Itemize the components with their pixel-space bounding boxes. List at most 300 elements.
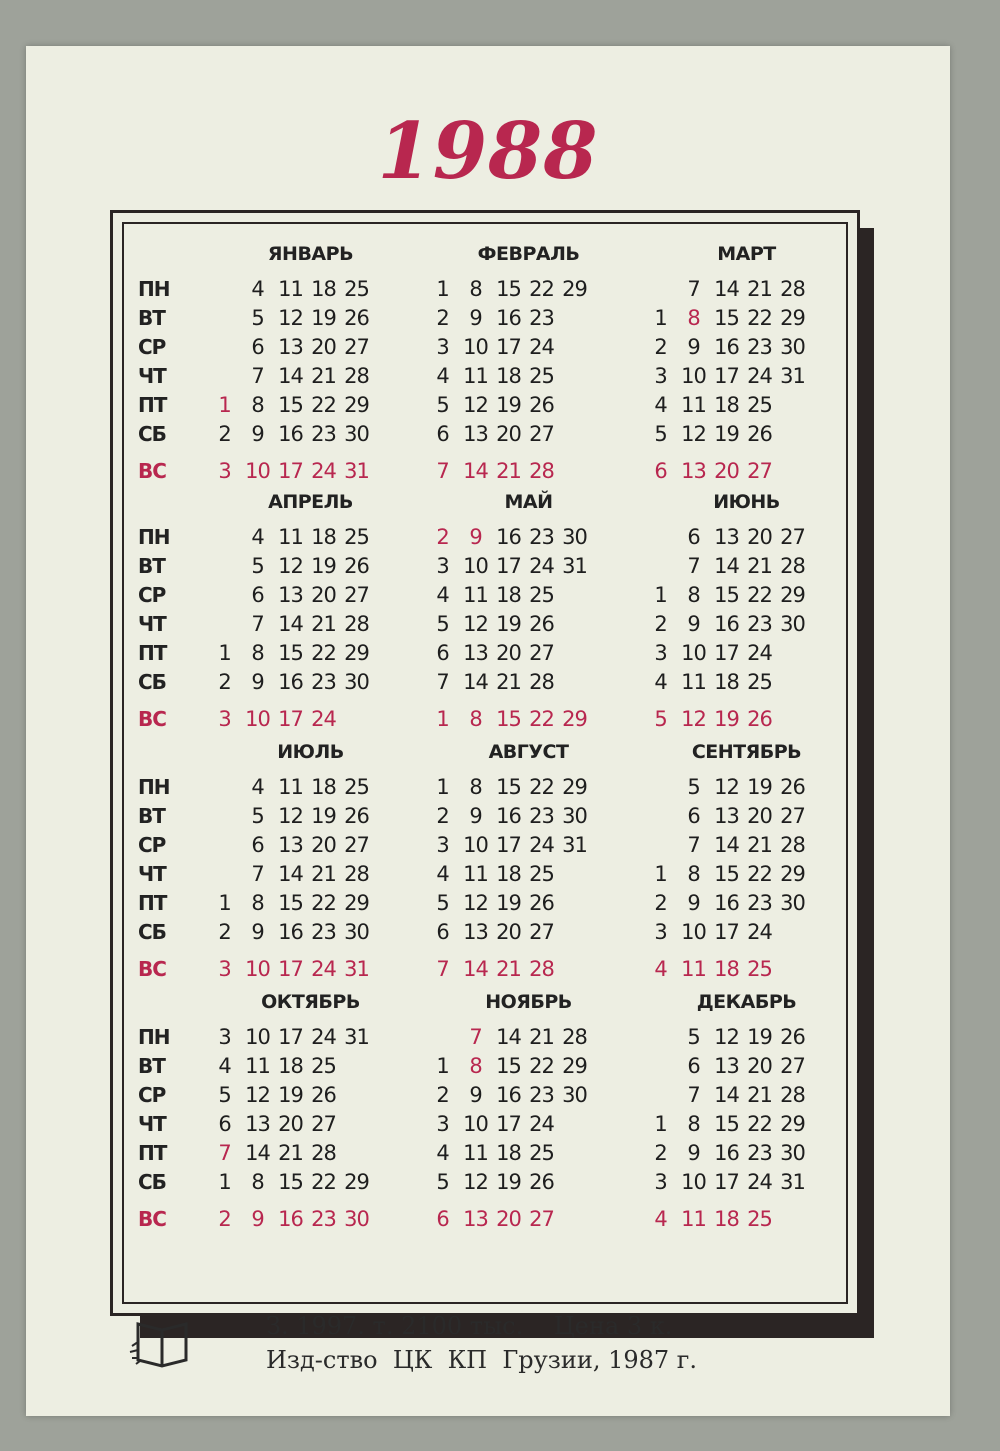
day-cell: 29 xyxy=(780,1112,805,1136)
day-cell xyxy=(776,391,809,420)
day-cell: 23 xyxy=(747,1141,772,1165)
day-cell: 27 xyxy=(780,1054,805,1078)
day-cell: 15 xyxy=(714,862,739,886)
month-4 xyxy=(208,486,413,734)
month-12 xyxy=(644,986,849,1234)
week-row xyxy=(208,1081,413,1110)
day-cell: 28 xyxy=(529,459,554,483)
day-cell: 9 xyxy=(687,335,700,359)
day-cell: 15 xyxy=(714,1112,739,1136)
day-cell: 7 xyxy=(469,1025,482,1049)
day-cell: 26 xyxy=(780,775,805,799)
day-cell: 1 xyxy=(654,862,667,886)
day-cell: 4 xyxy=(436,583,449,607)
day-cell: 24 xyxy=(311,957,336,981)
day-cell: 9 xyxy=(469,525,482,549)
day-cell: 2 xyxy=(218,920,231,944)
day-cell: 5 xyxy=(251,306,264,330)
day-cell: 30 xyxy=(562,1083,587,1107)
weekday-label: СБ xyxy=(138,920,166,944)
day-cell: 6 xyxy=(687,804,700,828)
week-row xyxy=(644,1168,849,1197)
day-cell: 11 xyxy=(245,1054,270,1078)
weekday-label: ВТ xyxy=(138,1054,165,1078)
day-cell: 29 xyxy=(344,393,369,417)
day-cell: 27 xyxy=(747,459,772,483)
day-cell: 8 xyxy=(469,277,482,301)
day-cell xyxy=(340,1110,373,1139)
day-cell: 18 xyxy=(311,525,336,549)
day-cell: 12 xyxy=(463,393,488,417)
day-cell: 23 xyxy=(311,920,336,944)
day-cell: 15 xyxy=(496,1054,521,1078)
week-row xyxy=(208,955,413,984)
weekday-label: ВТ xyxy=(138,804,165,828)
day-cell: 31 xyxy=(344,1025,369,1049)
week-row xyxy=(426,1168,631,1197)
day-cell: 12 xyxy=(463,1170,488,1194)
day-cell: 30 xyxy=(780,891,805,915)
weekday-label: СР xyxy=(138,583,166,607)
day-cell: 14 xyxy=(714,1083,739,1107)
week-row xyxy=(644,860,849,889)
weekday-label: ВС xyxy=(138,1207,166,1231)
week-row xyxy=(644,1139,849,1168)
day-cell: 13 xyxy=(714,525,739,549)
day-cell: 3 xyxy=(654,641,667,665)
day-cell: 13 xyxy=(463,641,488,665)
day-cell: 11 xyxy=(463,862,488,886)
weekday-label: СБ xyxy=(138,422,166,446)
day-cell: 9 xyxy=(687,891,700,915)
day-cell: 11 xyxy=(463,583,488,607)
day-cell: 9 xyxy=(251,422,264,446)
day-cell: 27 xyxy=(344,583,369,607)
day-cell xyxy=(776,705,809,734)
day-cell xyxy=(776,420,809,449)
weekday-label: ПТ xyxy=(138,393,167,417)
day-cell xyxy=(558,918,591,947)
week-row xyxy=(208,333,413,362)
day-cell: 5 xyxy=(654,422,667,446)
day-cell: 21 xyxy=(747,833,772,857)
day-cell: 9 xyxy=(687,1141,700,1165)
day-cell: 1 xyxy=(436,707,449,731)
month-10 xyxy=(208,986,413,1234)
day-cell: 24 xyxy=(747,1170,772,1194)
day-cell: 4 xyxy=(251,525,264,549)
week-row xyxy=(426,705,631,734)
week-row xyxy=(426,457,631,486)
week-row xyxy=(644,705,849,734)
day-cell: 8 xyxy=(687,1112,700,1136)
day-cell xyxy=(340,1081,373,1110)
day-cell: 7 xyxy=(251,612,264,636)
day-cell xyxy=(208,275,241,304)
month-1 xyxy=(208,238,413,486)
day-cell: 14 xyxy=(496,1025,521,1049)
day-cell: 23 xyxy=(529,1083,554,1107)
day-cell: 13 xyxy=(463,1207,488,1231)
day-cell: 2 xyxy=(436,1083,449,1107)
day-cell xyxy=(558,860,591,889)
week-row xyxy=(426,668,631,697)
day-cell: 19 xyxy=(496,612,521,636)
day-cell: 5 xyxy=(251,804,264,828)
day-cell: 5 xyxy=(218,1083,231,1107)
day-cell: 25 xyxy=(747,1207,772,1231)
day-cell: 10 xyxy=(463,335,488,359)
day-cell: 14 xyxy=(278,612,303,636)
day-cell: 4 xyxy=(654,670,667,694)
day-cell: 24 xyxy=(529,1112,554,1136)
day-cell: 17 xyxy=(496,554,521,578)
day-cell: 26 xyxy=(344,554,369,578)
day-cell: 1 xyxy=(654,1112,667,1136)
month-name: МАРТ xyxy=(717,243,776,265)
day-cell: 10 xyxy=(681,1170,706,1194)
day-cell: 1 xyxy=(436,775,449,799)
day-cell: 10 xyxy=(681,641,706,665)
week-row xyxy=(644,552,849,581)
day-cell: 18 xyxy=(496,364,521,388)
day-cell: 2 xyxy=(654,335,667,359)
month-name: ОКТЯБРЬ xyxy=(261,991,360,1013)
weekday-label: ЧТ xyxy=(138,862,166,886)
month-name: ФЕВРАЛЬ xyxy=(477,243,580,265)
day-cell: 10 xyxy=(463,833,488,857)
day-cell: 22 xyxy=(747,862,772,886)
day-cell xyxy=(208,860,241,889)
day-cell xyxy=(644,552,677,581)
day-cell: 5 xyxy=(251,554,264,578)
day-cell: 27 xyxy=(780,804,805,828)
weekday-label: ПН xyxy=(138,525,170,549)
day-cell: 22 xyxy=(311,1170,336,1194)
day-cell: 3 xyxy=(654,364,667,388)
day-cell: 12 xyxy=(245,1083,270,1107)
day-cell: 12 xyxy=(714,1025,739,1049)
day-cell xyxy=(776,668,809,697)
day-cell: 30 xyxy=(562,525,587,549)
day-cell: 3 xyxy=(218,957,231,981)
day-cell xyxy=(208,523,241,552)
day-cell: 2 xyxy=(218,422,231,446)
weekday-label: СР xyxy=(138,1083,166,1107)
month-7 xyxy=(208,736,413,984)
week-row xyxy=(208,918,413,947)
day-cell: 1 xyxy=(436,1054,449,1078)
day-cell: 11 xyxy=(681,1207,706,1231)
week-row xyxy=(644,955,849,984)
day-cell: 11 xyxy=(463,364,488,388)
day-cell: 9 xyxy=(469,1083,482,1107)
calendar-card xyxy=(26,46,950,1416)
week-row xyxy=(644,1205,849,1234)
day-cell: 24 xyxy=(747,641,772,665)
day-cell: 14 xyxy=(463,459,488,483)
month-3 xyxy=(644,238,849,486)
day-cell: 29 xyxy=(780,306,805,330)
week-row xyxy=(208,1052,413,1081)
week-row xyxy=(426,581,631,610)
week-row xyxy=(644,523,849,552)
day-cell: 5 xyxy=(436,393,449,417)
week-row xyxy=(426,1081,631,1110)
weekday-label: СР xyxy=(138,833,166,857)
day-cell: 30 xyxy=(780,1141,805,1165)
day-cell: 9 xyxy=(469,306,482,330)
day-cell: 15 xyxy=(278,393,303,417)
day-cell: 24 xyxy=(311,1025,336,1049)
day-cell: 29 xyxy=(344,891,369,915)
day-cell: 13 xyxy=(278,335,303,359)
weekday-label: ПН xyxy=(138,1025,170,1049)
month-name: ИЮЛЬ xyxy=(277,741,344,763)
day-cell: 14 xyxy=(463,670,488,694)
day-cell xyxy=(208,773,241,802)
day-cell: 11 xyxy=(463,1141,488,1165)
day-cell: 28 xyxy=(780,1083,805,1107)
day-cell: 6 xyxy=(654,459,667,483)
day-cell: 15 xyxy=(278,1170,303,1194)
day-cell: 13 xyxy=(278,833,303,857)
day-cell: 20 xyxy=(496,1207,521,1231)
day-cell: 25 xyxy=(529,364,554,388)
day-cell: 27 xyxy=(344,335,369,359)
day-cell: 23 xyxy=(529,306,554,330)
day-cell xyxy=(644,831,677,860)
week-row xyxy=(208,610,413,639)
day-cell: 17 xyxy=(496,833,521,857)
day-cell: 18 xyxy=(714,957,739,981)
day-cell: 11 xyxy=(681,670,706,694)
day-cell: 15 xyxy=(278,891,303,915)
day-cell: 19 xyxy=(714,422,739,446)
week-row xyxy=(208,773,413,802)
day-cell: 28 xyxy=(529,670,554,694)
day-cell xyxy=(208,362,241,391)
day-cell xyxy=(644,275,677,304)
week-row xyxy=(208,391,413,420)
day-cell: 12 xyxy=(681,422,706,446)
week-row xyxy=(426,1110,631,1139)
day-cell: 1 xyxy=(436,277,449,301)
day-cell xyxy=(208,802,241,831)
week-row xyxy=(426,610,631,639)
weekday-label: ЧТ xyxy=(138,612,166,636)
day-cell: 23 xyxy=(747,612,772,636)
day-cell: 11 xyxy=(278,775,303,799)
day-cell: 3 xyxy=(436,833,449,857)
day-cell: 9 xyxy=(687,612,700,636)
week-row xyxy=(426,831,631,860)
day-cell: 27 xyxy=(780,525,805,549)
day-cell: 2 xyxy=(654,891,667,915)
day-cell xyxy=(340,1139,373,1168)
day-cell: 25 xyxy=(529,1141,554,1165)
day-cell: 24 xyxy=(747,920,772,944)
day-cell: 19 xyxy=(311,554,336,578)
week-row xyxy=(644,275,849,304)
day-cell: 11 xyxy=(681,957,706,981)
day-cell: 5 xyxy=(654,707,667,731)
day-cell: 24 xyxy=(529,554,554,578)
day-cell: 10 xyxy=(463,554,488,578)
day-cell: 20 xyxy=(714,459,739,483)
day-cell: 18 xyxy=(714,670,739,694)
day-cell: 22 xyxy=(529,707,554,731)
week-row xyxy=(426,1205,631,1234)
month-name: АВГУСТ xyxy=(488,741,569,763)
day-cell: 29 xyxy=(562,277,587,301)
day-cell: 18 xyxy=(496,583,521,607)
week-row xyxy=(426,955,631,984)
week-row xyxy=(208,420,413,449)
day-cell: 30 xyxy=(780,612,805,636)
day-cell: 31 xyxy=(344,957,369,981)
week-row xyxy=(208,802,413,831)
day-cell: 14 xyxy=(463,957,488,981)
day-cell: 11 xyxy=(278,277,303,301)
day-cell: 22 xyxy=(311,393,336,417)
day-cell: 28 xyxy=(529,957,554,981)
day-cell: 13 xyxy=(714,1054,739,1078)
day-cell: 15 xyxy=(714,306,739,330)
week-row xyxy=(644,304,849,333)
day-cell: 30 xyxy=(344,920,369,944)
day-cell xyxy=(558,610,591,639)
day-cell: 16 xyxy=(278,1207,303,1231)
day-cell: 4 xyxy=(654,1207,667,1231)
week-row xyxy=(208,705,413,734)
day-cell: 6 xyxy=(687,1054,700,1078)
weekday-label: ПТ xyxy=(138,891,167,915)
day-cell: 17 xyxy=(278,459,303,483)
quarter-block xyxy=(138,238,838,483)
week-row xyxy=(644,773,849,802)
day-cell: 1 xyxy=(218,641,231,665)
week-row xyxy=(208,1023,413,1052)
day-cell: 25 xyxy=(747,957,772,981)
week-row xyxy=(644,668,849,697)
day-cell: 18 xyxy=(311,775,336,799)
day-cell: 19 xyxy=(714,707,739,731)
weekday-label: ВС xyxy=(138,707,166,731)
weekday-labels xyxy=(138,523,186,734)
weekday-labels xyxy=(138,773,186,984)
day-cell xyxy=(208,552,241,581)
day-cell: 20 xyxy=(311,583,336,607)
day-cell: 7 xyxy=(687,277,700,301)
day-cell: 8 xyxy=(251,891,264,915)
day-cell: 20 xyxy=(496,641,521,665)
day-cell xyxy=(558,1110,591,1139)
day-cell: 17 xyxy=(278,1025,303,1049)
day-cell xyxy=(558,581,591,610)
day-cell: 16 xyxy=(496,804,521,828)
week-row xyxy=(208,1139,413,1168)
week-row xyxy=(208,1168,413,1197)
week-row xyxy=(208,639,413,668)
month-name: ЯНВАРЬ xyxy=(267,243,354,265)
day-cell xyxy=(558,1205,591,1234)
day-cell: 5 xyxy=(687,1025,700,1049)
day-cell: 16 xyxy=(496,306,521,330)
week-row xyxy=(644,1052,849,1081)
day-cell: 15 xyxy=(496,775,521,799)
day-cell: 8 xyxy=(687,862,700,886)
day-cell: 26 xyxy=(747,422,772,446)
day-cell: 3 xyxy=(436,1112,449,1136)
week-row xyxy=(208,523,413,552)
day-cell: 14 xyxy=(245,1141,270,1165)
day-cell xyxy=(558,362,591,391)
week-row xyxy=(426,802,631,831)
week-row xyxy=(644,391,849,420)
day-cell: 10 xyxy=(681,920,706,944)
day-cell: 2 xyxy=(218,670,231,694)
day-cell: 13 xyxy=(463,422,488,446)
day-cell: 25 xyxy=(747,393,772,417)
day-cell: 4 xyxy=(436,364,449,388)
week-row xyxy=(208,552,413,581)
day-cell: 10 xyxy=(681,364,706,388)
day-cell xyxy=(776,1205,809,1234)
day-cell: 11 xyxy=(681,393,706,417)
day-cell: 6 xyxy=(436,1207,449,1231)
day-cell: 8 xyxy=(469,1054,482,1078)
day-cell: 23 xyxy=(747,891,772,915)
day-cell: 26 xyxy=(529,393,554,417)
day-cell: 17 xyxy=(278,957,303,981)
day-cell: 8 xyxy=(251,393,264,417)
day-cell: 29 xyxy=(562,1054,587,1078)
day-cell: 20 xyxy=(747,1054,772,1078)
week-row xyxy=(644,610,849,639)
day-cell xyxy=(644,802,677,831)
quarter-block xyxy=(138,486,838,731)
day-cell: 7 xyxy=(251,862,264,886)
day-cell: 28 xyxy=(344,364,369,388)
day-cell: 5 xyxy=(687,775,700,799)
day-cell: 7 xyxy=(436,670,449,694)
day-cell: 18 xyxy=(278,1054,303,1078)
publisher-logo-icon xyxy=(128,1316,196,1372)
week-row xyxy=(644,831,849,860)
day-cell: 6 xyxy=(436,920,449,944)
quarter-block xyxy=(138,986,838,1231)
day-cell: 27 xyxy=(529,422,554,446)
month-name: ИЮНЬ xyxy=(713,491,780,513)
day-cell: 25 xyxy=(529,583,554,607)
month-11 xyxy=(426,986,631,1234)
day-cell: 6 xyxy=(436,641,449,665)
day-cell: 28 xyxy=(311,1141,336,1165)
day-cell: 13 xyxy=(681,459,706,483)
day-cell: 12 xyxy=(278,554,303,578)
week-row xyxy=(208,1110,413,1139)
day-cell xyxy=(558,420,591,449)
day-cell: 13 xyxy=(278,583,303,607)
day-cell: 4 xyxy=(251,277,264,301)
day-cell: 18 xyxy=(496,862,521,886)
day-cell: 1 xyxy=(218,1170,231,1194)
day-cell: 21 xyxy=(747,554,772,578)
day-cell: 14 xyxy=(278,364,303,388)
day-cell: 9 xyxy=(251,1207,264,1231)
day-cell: 16 xyxy=(714,1141,739,1165)
